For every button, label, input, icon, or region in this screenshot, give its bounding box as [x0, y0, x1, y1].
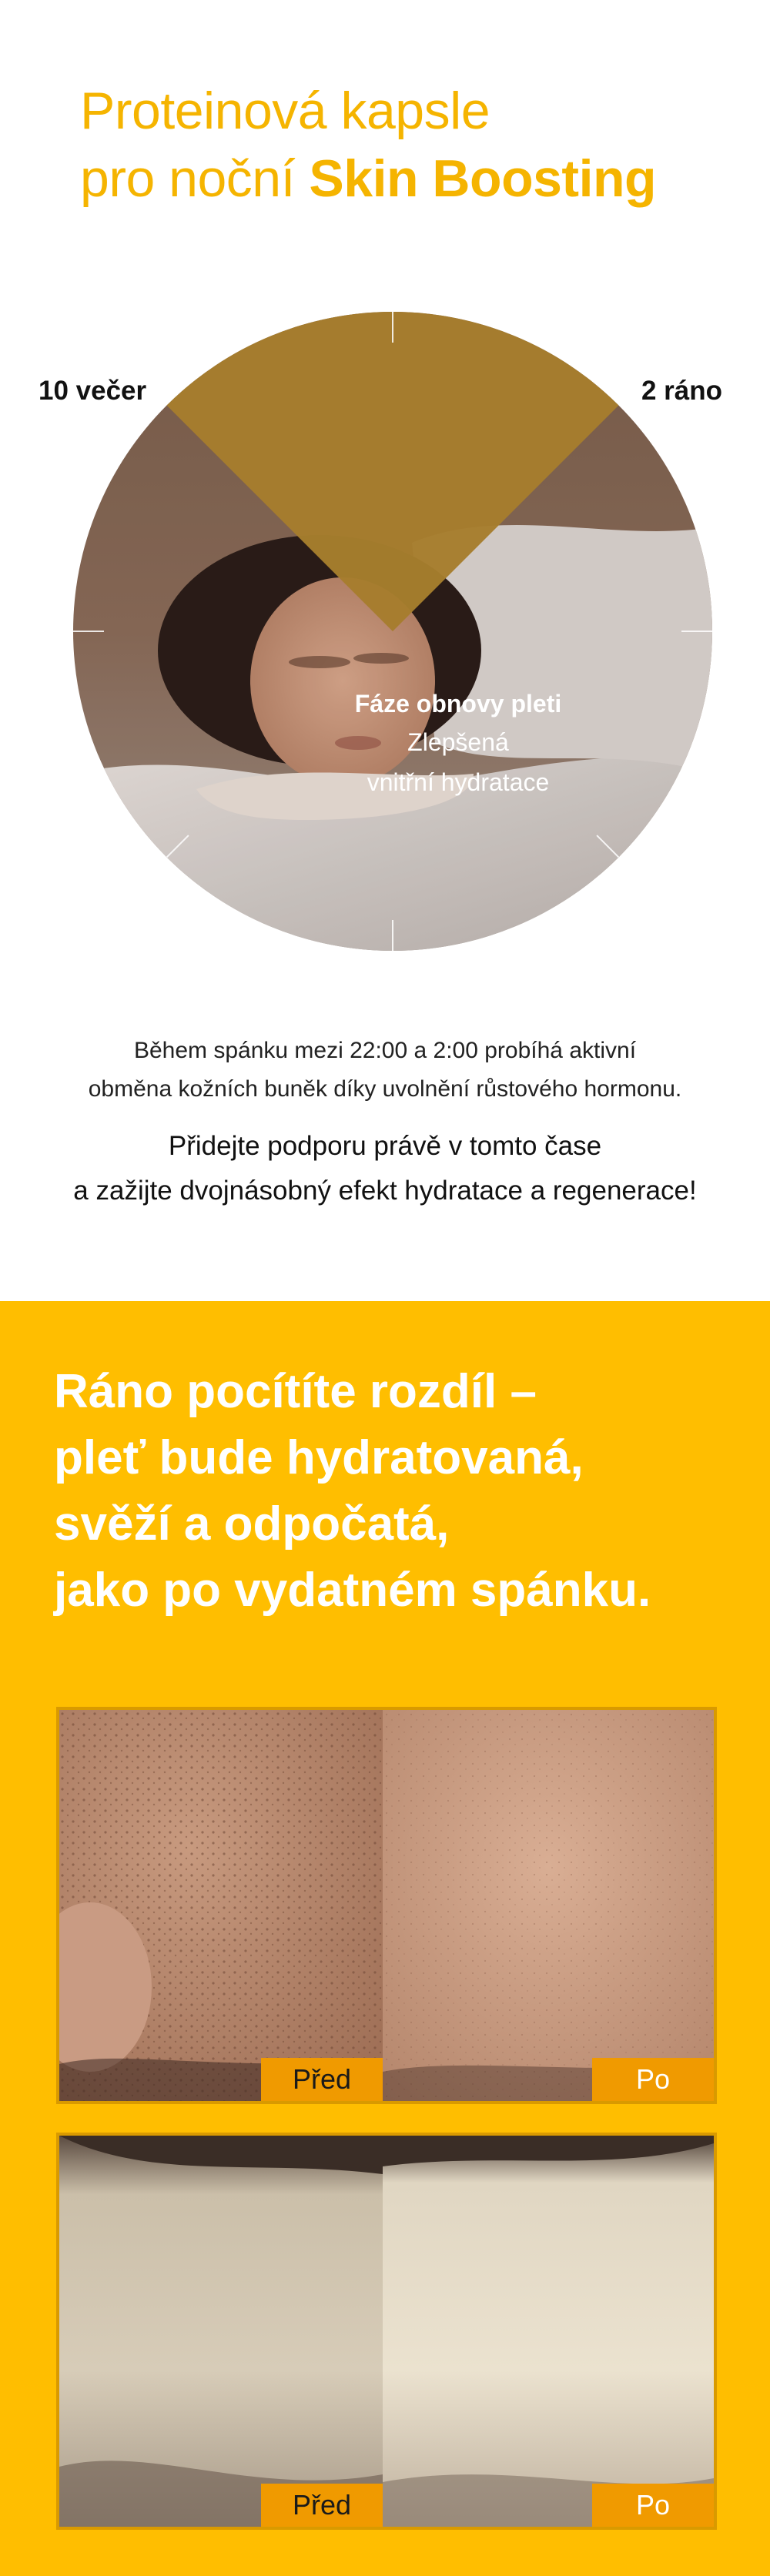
description-cta — [0, 1124, 770, 1213]
time-label-morning: 2 ráno — [641, 376, 722, 406]
hero-title-line-1: Proteinová kapsle — [80, 82, 490, 140]
forehead-before-photo — [59, 2136, 383, 2527]
description-line-4: a zažijte dvojnásobný efekt hydratace a regenerace! — [73, 1176, 697, 1206]
description-line-2: obměna kožních buněk díky uvolnění růstového hormonu. — [88, 1076, 682, 1102]
before-label: Před — [261, 2058, 383, 2101]
before-image — [59, 1710, 383, 2101]
sleep-clock-graphic — [73, 312, 712, 951]
before-after-cheek — [56, 1707, 717, 2104]
description-line-1: Během spánku mezi 22:00 a 2:00 probíhá aktivní — [133, 1038, 637, 1063]
phase-text — [304, 685, 612, 802]
after-image — [383, 2136, 714, 2527]
after-label: Po — [592, 2058, 714, 2101]
phase-title: Fáze obnovy pleti — [354, 690, 562, 718]
hero-title-prefix: pro noční — [80, 149, 310, 208]
time-label-evening: 10 večer — [38, 376, 147, 406]
after-label: Po — [592, 2484, 714, 2527]
phase-subtitle-2: vnitřní hydratace — [367, 768, 550, 796]
result-title-line-3: svěží a odpočatá, — [54, 1497, 450, 1551]
before-after-forehead — [56, 2133, 717, 2530]
result-section — [0, 1301, 770, 2576]
hero-title-highlight: Skin Boosting — [309, 149, 657, 208]
forehead-after-photo — [383, 2136, 714, 2527]
cheek-before-photo — [59, 1710, 383, 2101]
description-info — [0, 1032, 770, 1109]
cheek-after-photo — [383, 1710, 714, 2101]
sleep-clock — [73, 312, 712, 951]
result-title-line-4: jako po vydatném spánku. — [54, 1564, 651, 1617]
hero-title-line-2 — [80, 145, 656, 212]
result-title-line-1: Ráno pocítíte rozdíl – — [54, 1365, 537, 1418]
hero-title — [80, 77, 656, 212]
description-line-3: Přidejte podporu právě v tomto čase — [168, 1131, 602, 1161]
phase-subtitle-1: Zlepšená — [407, 728, 509, 756]
after-image — [383, 1710, 714, 2101]
result-title — [54, 1359, 651, 1624]
before-label: Před — [261, 2484, 383, 2527]
result-title-line-2: pleť bude hydratovaná, — [54, 1431, 584, 1484]
before-image — [59, 2136, 383, 2527]
